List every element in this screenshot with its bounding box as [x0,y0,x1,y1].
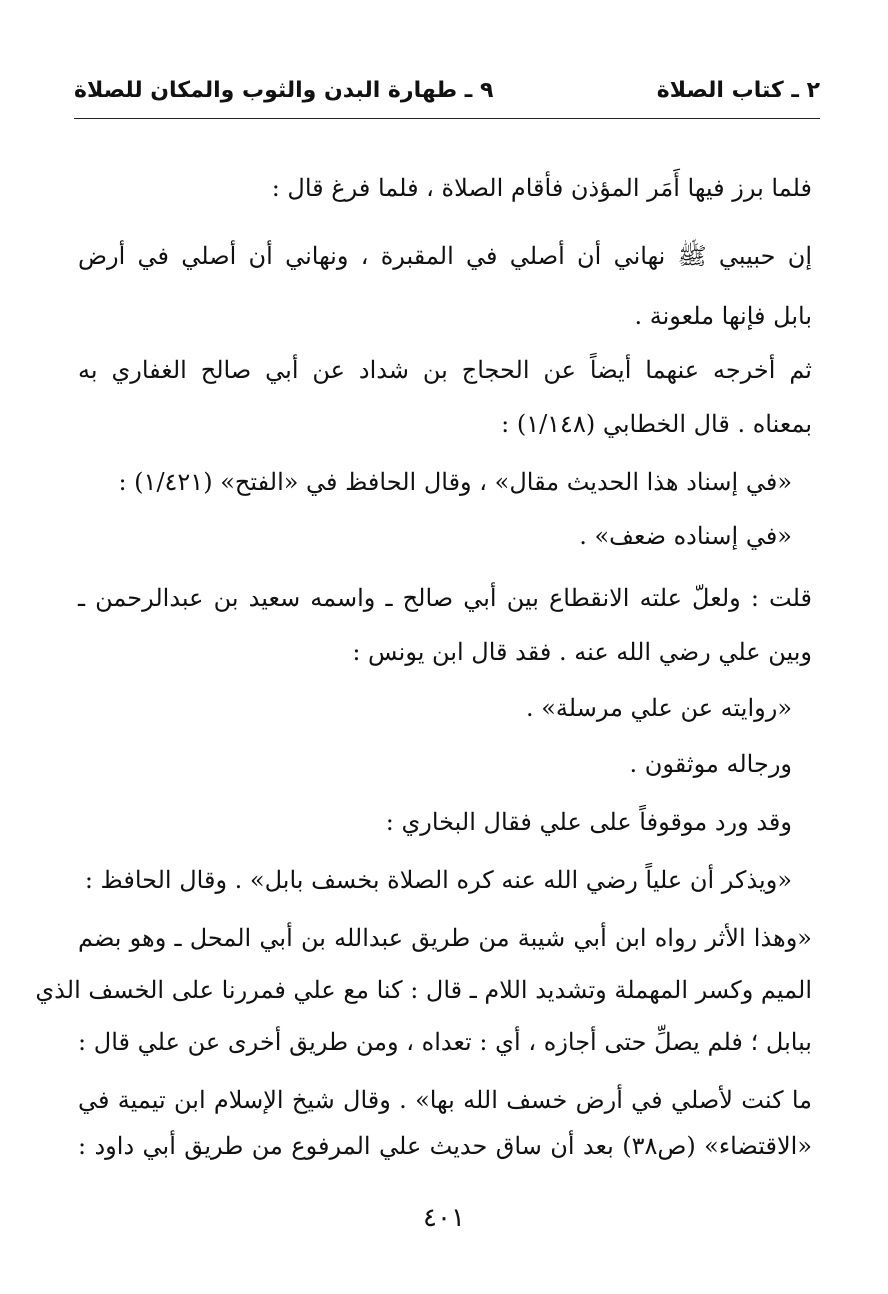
quote-line: «في إسناد هذا الحديث مقال» ، وقال الحافظ في «الفتح» (١/٤٢١) : [118,468,792,496]
text-line: إن حبيبي ﷺ نهاني أن أصلي في المقبرة ، ونهاني أن أصلي في أرض [78,242,812,270]
text-line: ثم أخرجه عنهما أيضاً عن الحجاج بن شداد عن أبي صالح الغفاري به [78,356,812,384]
text-line: فلما برز فيها أَمَر المؤذن فأقام الصلاة ، فلما فرغ قال : [271,174,812,202]
text-line: وبين علي رضي الله عنه . فقد قال ابن يونس : [352,638,812,666]
quote-line: الميم وكسر المهملة وتشديد اللام ـ قال : كنا مع علي فمررنا على الخسف الذي [35,976,812,1004]
quote-line: «ويذكر أن علياً رضي الله عنه كره الصلاة بخسف بابل» . وقال الحافظ : [84,866,792,894]
header-book-title: ٢ ـ كتاب الصلاة [656,78,820,103]
text-line: قلت : ولعلّ علته الانقطاع بين أبي صالح ـ واسمه سعيد بن عبدالرحمن ـ [78,584,812,612]
quote-line: «وهذا الأثر رواه ابن أبي شيبة من طريق عبدالله بن أبي المحل ـ وهو بضم [78,924,812,952]
text-line: ورجاله موثقون . [629,750,792,778]
header-chapter-title: ٩ ـ طهارة البدن والثوب والمكان للصلاة [74,78,494,103]
text-line: بابل فإنها ملعونة . [634,302,812,330]
text-line: بمعناه . قال الخطابي (١/١٤٨) : [501,410,812,438]
page-number: ٤٠١ [423,1203,465,1233]
text-line: ما كنت لأصلي في أرض خسف الله بها» . وقال شيخ الإسلام ابن تيمية في [78,1086,812,1114]
quote-line: «روايته عن علي مرسلة» . [525,694,792,722]
text-line: «الاقتضاء» (ص٣٨) بعد أن ساق حديث علي المرفوع من طريق أبي داود : [78,1132,812,1160]
text-line: وقد ورد موقوفاً على علي فقال البخاري : [385,808,792,836]
quote-line: «في إسناده ضعف» . [579,522,792,550]
quote-line: ببابل ؛ فلم يصلِّ حتى أجازه ، أي : تعداه ، ومن طريق أخرى عن علي قال : [78,1028,812,1056]
running-header [74,68,820,119]
